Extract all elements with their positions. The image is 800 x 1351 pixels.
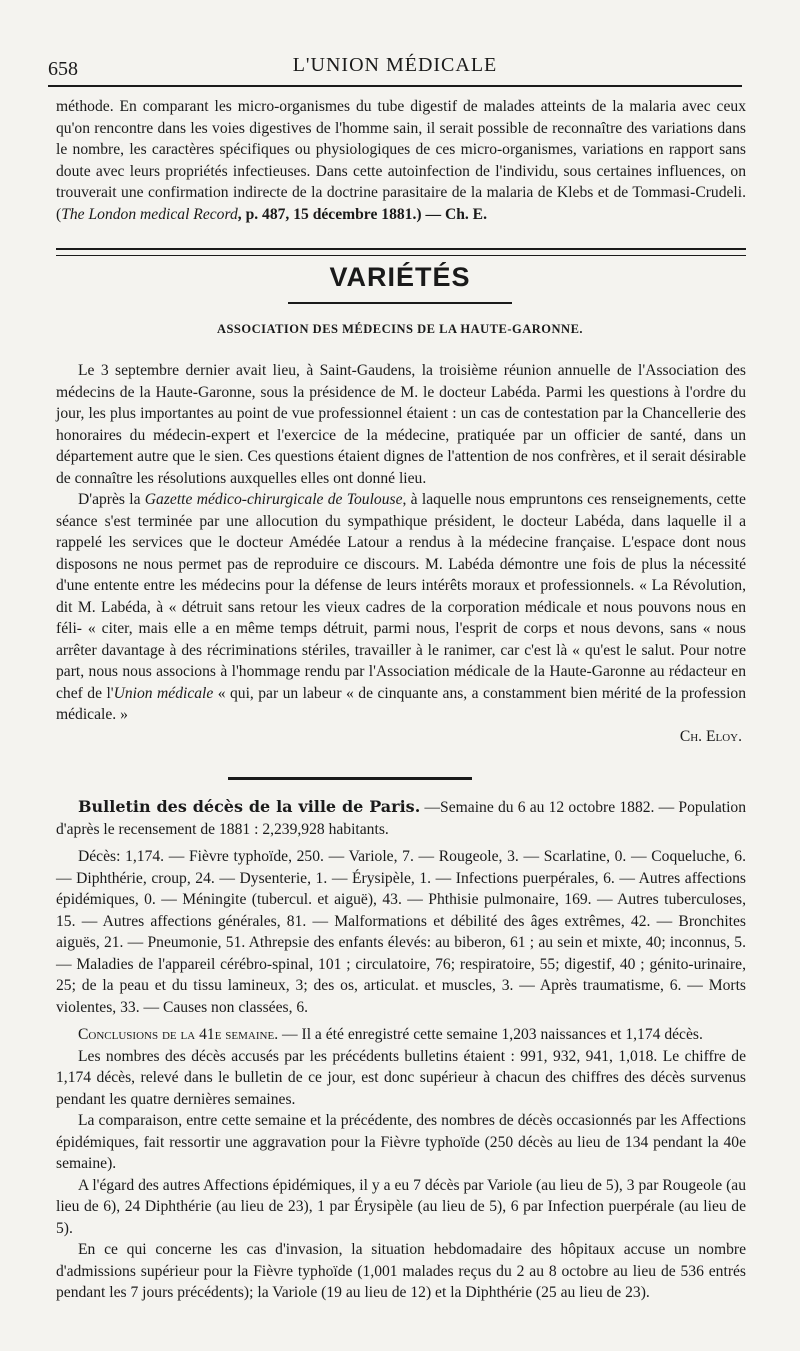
header-rule — [48, 85, 742, 87]
bulletin-title: Bulletin des décès de la ville de Paris. — [78, 797, 421, 816]
varietes-paragraph-2 — [56, 489, 746, 726]
intro-text-2: , p. 487, 15 décembre 1881.) — Ch. E. — [237, 205, 487, 223]
bulletin-paragraph-d: En ce qui concerne les cas d'invasion, la situation hebdomadaire des hôpitaux accuse un nombre d'admissions supérieur pour la Fièvre typhoïde (1,001 malades reçus du 2 au 8 octobre au lieu de 536 entrés pendant les 7 jours précédents); la Variole (19 au lieu de 12) et la Diphthérie (25 au lieu de 23). — [56, 1241, 746, 1301]
conclusions-label: Conclusions de la 41e semaine. — [78, 1026, 279, 1043]
varietes-body — [56, 360, 746, 747]
intro-text-1: méthode. En comparant les micro-organismes du tube digestif de malades atteints de la malaria avec ceux qu'on rencontre dans les voies digestives de l'homme sain, il serait possible de reconnaître des variations dans le nombre, les caractères spécifiques ou physiologiques de ces micro-organismes, variations en rapport sans doute avec leurs propriétés infectieuses. Dans cette autoinfection de l'individu, sous certaines influences, on trouverait une confirmation indirecte de la doctrine parasitaire de la malaria de Klebs et de Tommasi-Crudeli. ( — [56, 98, 746, 223]
bulletin-conclusions — [56, 1024, 746, 1046]
varietes-paragraph-1: Le 3 septembre dernier avait lieu, à Saint-Gaudens, la troisième réunion annuelle de l'Association des médecins de la Haute-Garonne, sous la présidence de M. le docteur Labéda. Parmi les questions à l'ordre du jour, les plus importantes au point de vue professionnel étaient : un cas de contestation par la Chancellerie des honoraires du médecin-expert et l'exercice de la médecine, pratiquée par un officier de santé, dans un département autre que le sien. Ces questions étaient dignes de l'attention de nos confrères, et il serait désirable de connaître les résolutions auxquelles elles ont donné lieu. — [56, 362, 746, 487]
para-2-text-a: D'après la — [78, 491, 145, 508]
bulletin-title-rest: —Semaine du 6 au 12 octobre 1882. — Population d'après le recensement de 1881 : 2,239,928 habitants. — [56, 799, 747, 838]
article-signature: Ch. Eloy. — [679, 727, 742, 745]
section-title: VARIÉTÉS — [329, 262, 471, 292]
running-head — [48, 48, 742, 82]
journal-name: L'UNION MÉDICALE — [292, 54, 498, 76]
title-underline — [288, 302, 512, 304]
bulletin-heading — [56, 796, 746, 840]
bulletin-deaths: Décès: 1,174. — Fièvre typhoïde, 250. — Variole, 7. — Rougeole, 3. — Scarlatine, 0. — Coqueluche, 6. — Diphthérie, croup, 24. — Dysenterie, 1. — Érysipèle, 1. — Infections puerpérales, 6. — Autres affections épidémiques, 0. — Méningite (tubercul. et aiguë), 43. — Phthisie pulmonaire, 169. — Autres tuberculoses, 15. — Autres affections générales, 81. — Malformations et débilité des âges extrêmes, 42. — Bronchites aiguës, 21. — Pneumonie, 51. Athrepsie des enfants élevés: au biberon, 61 ; au sein et mixte, 40; inconnus, 5. — Maladies de l'appareil cérébro-spinal, 101 ; circulatoire, 76; respiratoire, 55; digestif, 40 ; génito-urinaire, 25; de la peau et du tissu lamineux, 3; des os, articulat. et muscles, 3. — Après traumatisme, 6. — Morts violentes, 33. — Causes non classées, 6. — [56, 848, 746, 1016]
para-2-text-b: , à laquelle nous empruntons ces renseignements, cette séance s'est terminée par une allocution du sympathique président, le docteur Labéda, dans laquelle il a rappelé les services que le docteur Amédée Latour a rendus à la médecine française. L'espace dont nous disposons ne nous permet pas de reproduire ce discours. M. Labéda démontre une fois de plus la nécessité d'une entente entre les médecins pour la défense de leurs intérêts moraux et professionnels. « La Révolution, dit M. Labéda, à « détruit sans retour les vieux cadres de la corporation médicale et nous pouvons nous en féli- « citer, mais elle a en même temps détruit, parmi nous, l'esprit de corps et nous devons, sans « nous arrêter davantage à des récriminations stériles, travailler à le ranimer, car c'est là « qu'est le salut. Pour notre part, nous nous associons à l'hommage rendu par l'Association médicale de la Haute-Garonne au rédacteur en chef de l' — [56, 491, 746, 702]
intro-source: The London medical Record — [61, 205, 238, 223]
conclusions-text: — Il a été enregistré cette semaine 1,203 naissances et 1,174 décès. — [278, 1026, 703, 1043]
para-2-text-c: « qui, par un labeur « de cinquante ans, a constamment bien mérité de la profession médicale. » — [56, 684, 746, 723]
article-subtitle: ASSOCIATION DES MÉDECINS DE LA HAUTE-GARONNE. — [216, 322, 584, 336]
page-number: 658 — [48, 58, 78, 80]
bulletin-paragraph-c: A l'égard des autres Affections épidémiques, il y a eu 7 décès par Variole (au lieu de 5), 3 par Rougeole (au lieu de 6), 24 Diphthérie (au lieu de 23), 1 par Érysipèle (au lieu de 5), 6 par Infection puerpérale (au lieu de 5). — [56, 1176, 746, 1237]
bulletin-divider — [228, 777, 472, 780]
bulletin-paragraph-b: La comparaison, entre cette semaine et la précédente, des nombres de décès occasionnés par les Affections épidémiques, fait ressortir une aggravation pour la Fièvre typhoïde (250 décès au lieu de 134 pendant la 40e semaine). — [56, 1112, 746, 1172]
gazette-title: Gazette médico-chirurgicale de Toulouse — [144, 491, 403, 508]
section-divider — [56, 248, 746, 256]
union-medicale-title: Union médicale — [113, 684, 214, 702]
bulletin-paragraph-a: Les nombres des décès accusés par les précédents bulletins étaient : 991, 932, 941, 1,018. Le chiffre de 1,174 décès, relevé dans le bulletin de ce jour, est donc supérieur à chacun des chiffres des décès survenus pendant les quatre dernières semaines. — [56, 1047, 746, 1108]
intro-paragraph — [56, 96, 746, 225]
bulletin-body — [56, 796, 746, 1304]
